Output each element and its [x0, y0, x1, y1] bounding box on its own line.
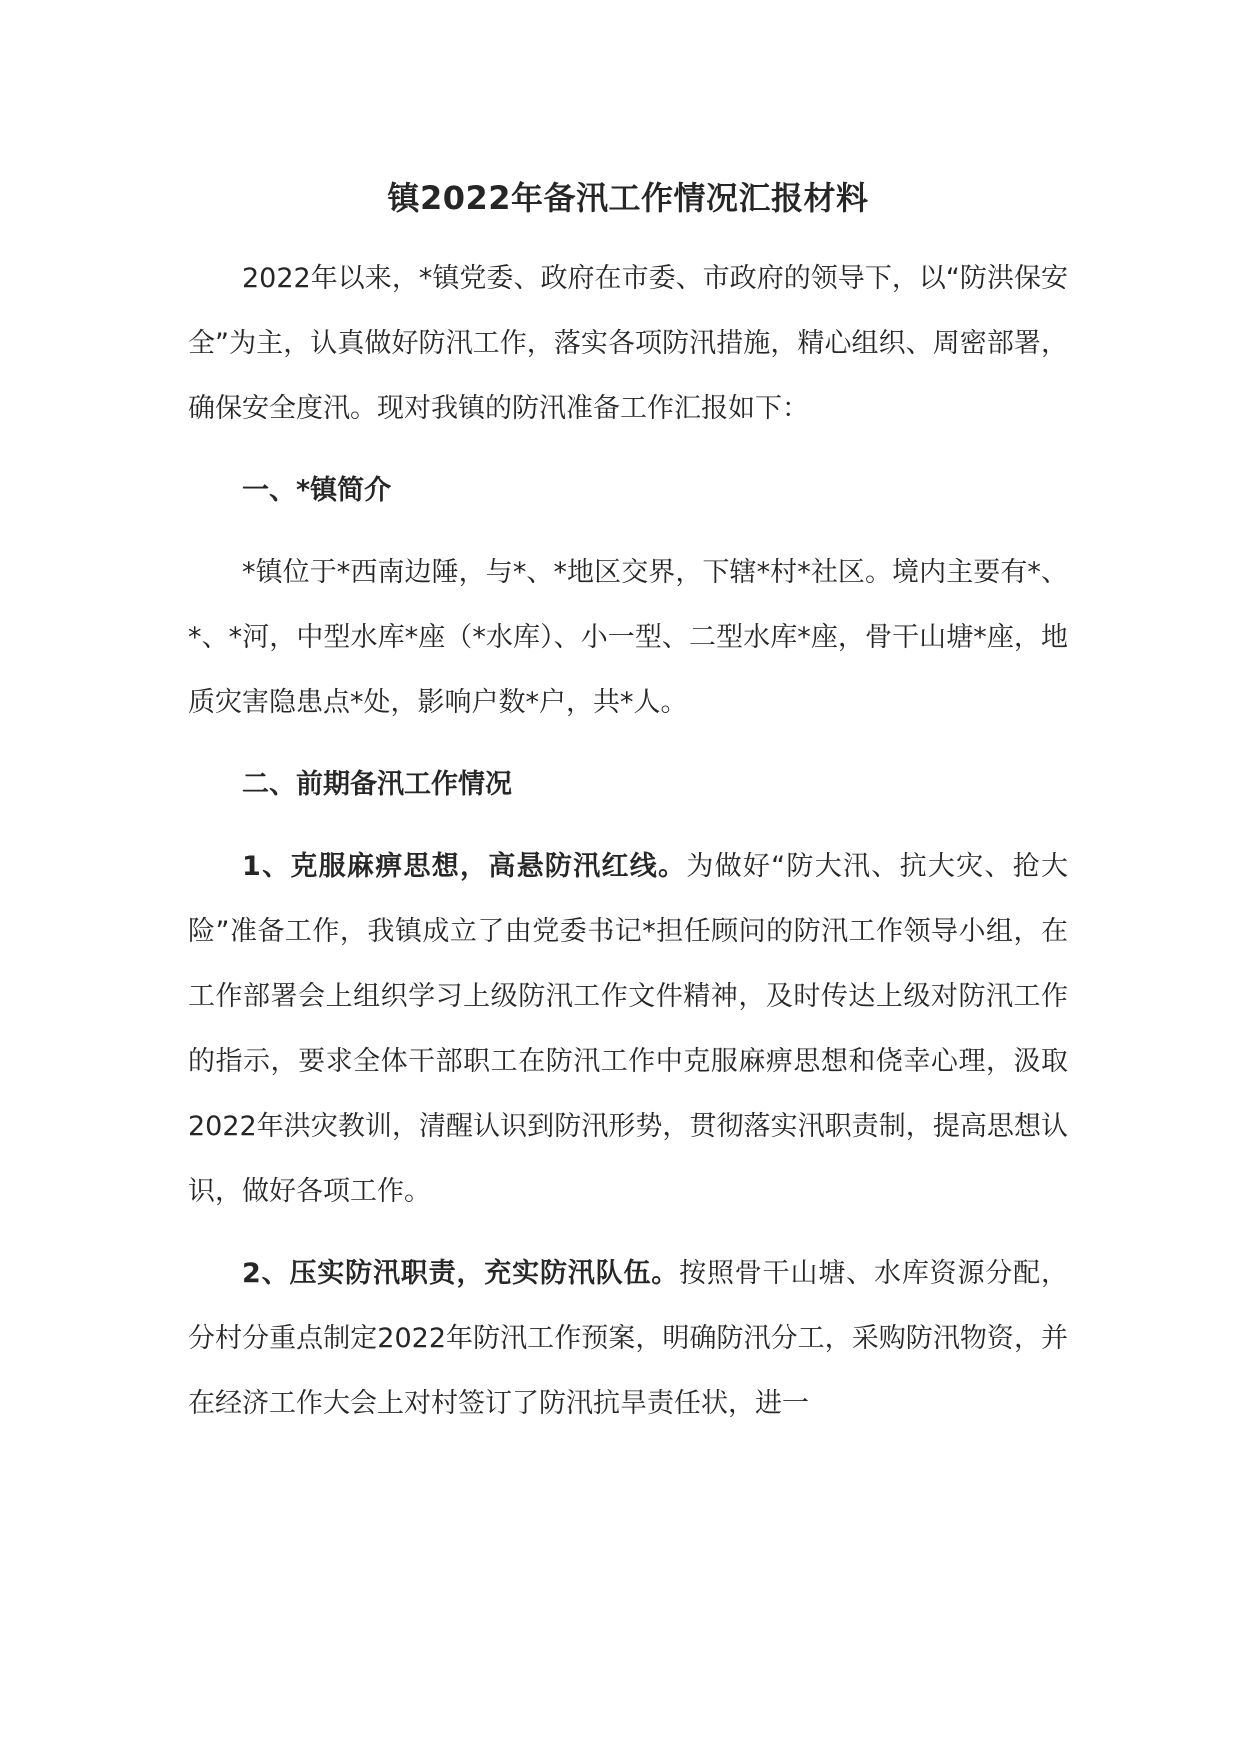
item-1-body: 为做好“防大汛、抗大灾、抢大险”准备工作，我镇成立了由党委书记*担任顾问的防汛工作领导小组，在工作部署会上组织学习上级防汛工作文件精神，及时传达上级对防汛工作的指示，要求全体干部职工在防汛工作中克服麻痹思想和侥幸心理，汲取2022年洪灾教训，清醒认识到防汛形势，贯彻落实汛职责制，提高思想认识，做好各项工作。 — [188, 851, 1068, 1207]
intro-paragraph: 2022年以来，*镇党委、政府在市委、市政府的领导下，以“防洪保安全”为主，认真做好防汛工作，落实各项防汛措施，精心组织、周密部署，确保安全度汛。现对我镇的防汛准备工作汇报如下： — [188, 263, 1068, 424]
item-1-lead: 1、克服麻痹思想，高悬防汛红线。 — [242, 851, 687, 882]
item-1-paragraph — [188, 834, 1068, 1224]
section-heading-2: 二、前期备汛工作情况 — [242, 769, 512, 800]
item-2-lead: 2、压实防汛职责，充实防汛队伍。 — [242, 1258, 680, 1289]
item-2-body: 按照骨干山塘、水库资源分配，分村分重点制定2022年防汛工作预案，明确防汛分工，采购防汛物资，并在经济工作大会上对村签订了防汛抗旱责任状，进一 — [188, 1258, 1068, 1419]
item-2-paragraph — [188, 1241, 1068, 1436]
section-1-paragraph: *镇位于*西南边陲，与*、*地区交界，下辖*村*社区。境内主要有*、*、*河，中型水库*座（*水库）、小一型、二型水库*座，骨干山塘*座，地质灾害隐患点*处，影响户数*户，共*人。 — [188, 557, 1068, 718]
document-page — [188, 170, 1068, 1436]
section-heading-1: 一、*镇简介 — [242, 475, 392, 506]
document-title: 镇2022年备汛工作情况汇报材料 — [387, 179, 869, 217]
